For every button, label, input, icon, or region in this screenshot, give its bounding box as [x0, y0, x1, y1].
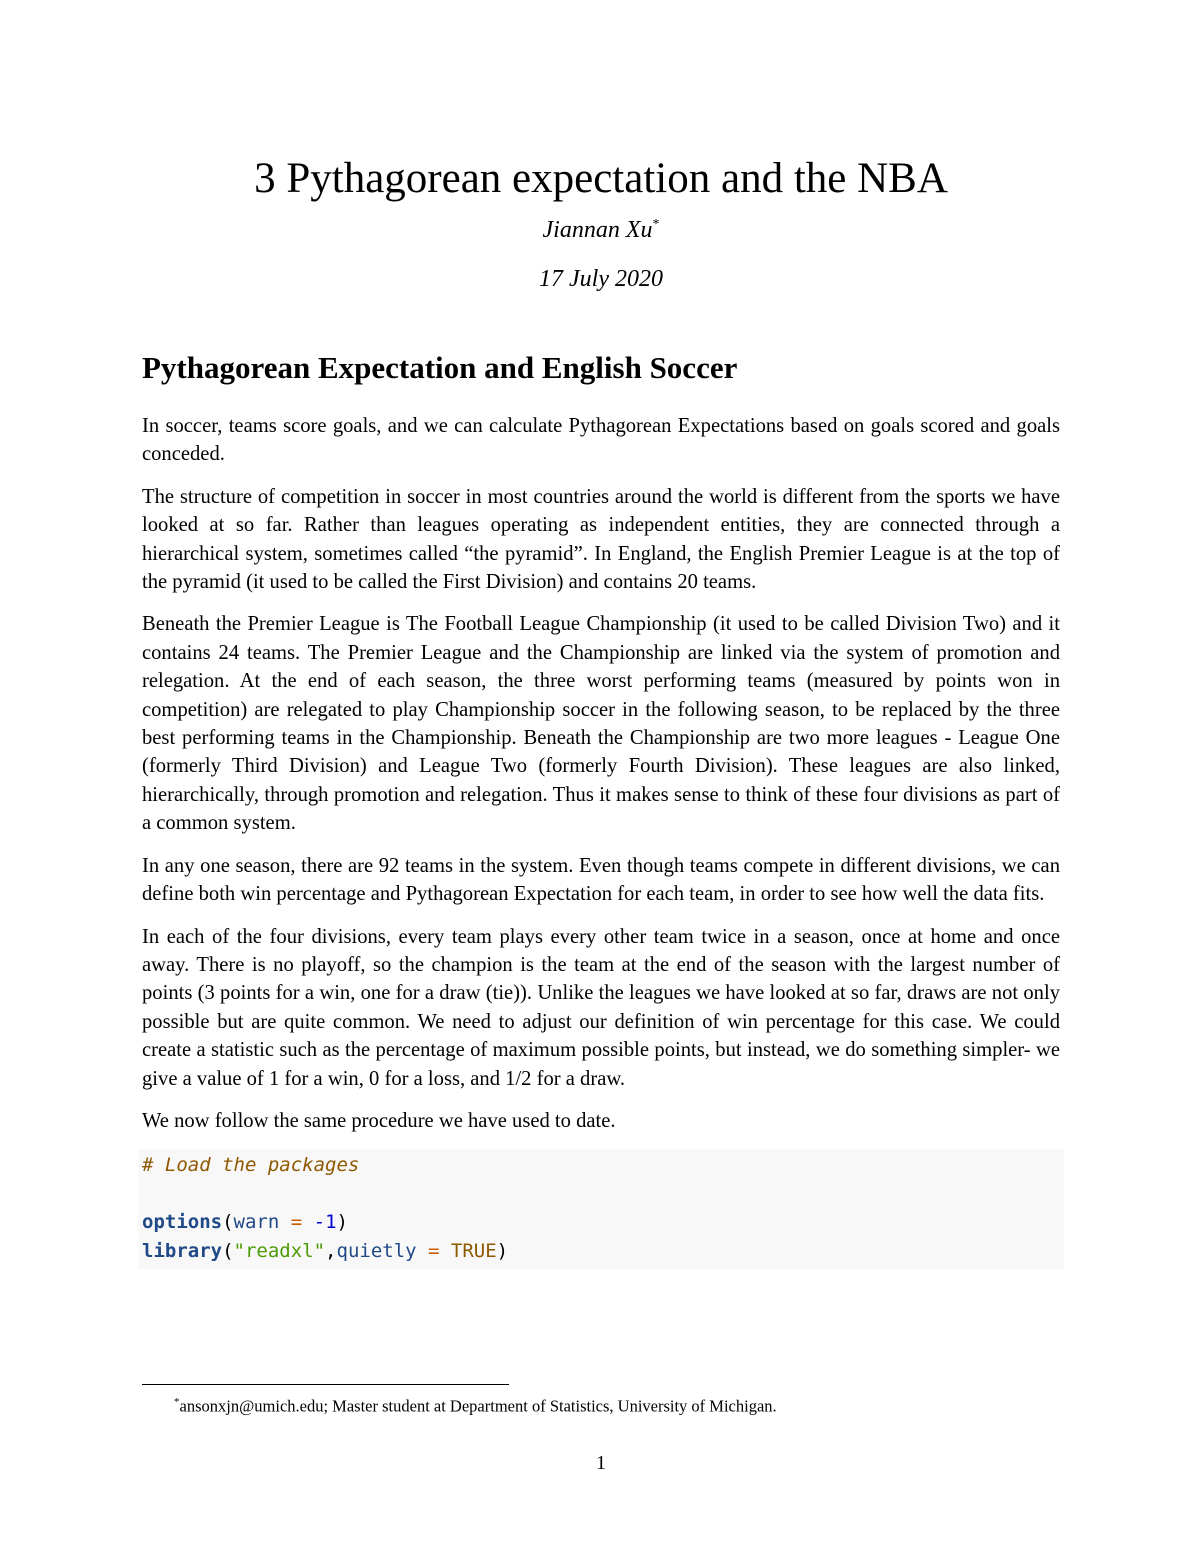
page-number: 1	[596, 1452, 606, 1474]
code-string: "readxl"	[233, 1239, 326, 1262]
footnote-rule	[142, 1384, 509, 1385]
code-comma: ,	[325, 1239, 337, 1262]
paper-page	[142, 0, 1060, 1553]
section-heading: Pythagorean Expectation and English Soccer	[142, 350, 738, 385]
footnote	[142, 1390, 1060, 1419]
author-line	[142, 217, 1060, 244]
paper-title: 3 Pythagorean expectation and the NBA	[254, 155, 948, 202]
code-paren: (	[222, 1239, 234, 1262]
author-footnote-mark: *	[652, 217, 660, 232]
paragraph-5: In each of the four divisions, every team plays every other team twice in a season, once at home and once away. There is no playoff, so the champion is the team at the end of the season with the largest number of points (3 points for a win, one for a draw (tie)). Unlike the leagues we have looked at so far, draws are not only possible but are quite common. We need to adjust our definition of win percentage for this case. We could create a statistic such as the percentage of maximum possible points, but instead, we do something simpler- we give a value of 1 for a win, 0 for a loss, and 1/2 for a draw.	[142, 925, 1060, 1090]
code-fn-library: library	[142, 1239, 223, 1262]
footnote-mark: *	[174, 1396, 180, 1408]
code-block	[138, 1149, 1064, 1269]
code-const: TRUE	[450, 1239, 497, 1262]
code-eq: =	[279, 1211, 314, 1234]
paragraph-1: In soccer, teams score goals, and we can calculate Pythagorean Expectations based on goals scored and goals conceded.	[142, 415, 1060, 466]
code-comment: # Load the packages	[142, 1154, 360, 1177]
code-arg-warn: warn	[233, 1211, 280, 1234]
code-num: -1	[313, 1211, 337, 1234]
code-arg-quietly: quietly	[336, 1239, 417, 1262]
paragraph-6: We now follow the same procedure we have used to date.	[142, 1109, 616, 1132]
code-eq: =	[416, 1239, 451, 1262]
code-paren: )	[496, 1239, 509, 1262]
code-fn-options: options	[142, 1211, 223, 1234]
body-text	[142, 412, 1060, 1269]
footnote-text: ansonxjn@umich.edu; Master student at Department of Statistics, University of Michigan.	[179, 1396, 777, 1416]
code-paren: (	[222, 1211, 234, 1234]
author-name: Jiannan Xu	[542, 217, 653, 243]
paragraph-4: In any one season, there are 92 teams in the system. Even though teams compete in different divisions, we can define both win percentage and Pythagorean Expectation for each team, in order to see how well the data fits.	[142, 854, 1060, 906]
paragraph-2: The structure of competition in soccer in most countries around the world is different from the sports we have looked at so far. Rather than leagues operating as independent entities, they are connected through a hierarchical system, sometimes called “the pyramid”. In England, the English Premier League is at the top of the pyramid (it used to be called the First Division) and contains 20 teams.	[142, 485, 1060, 594]
code-paren: )	[336, 1211, 348, 1234]
paper-date: 17 July 2020	[539, 266, 663, 292]
paragraph-3: Beneath the Premier League is The Football League Championship (it used to be called Division Two) and it contains 24 teams. The Premier League and the Championship are linked via the system of promotion and relegation. At the end of each season, the three worst performing teams (measured by points won in competition) are relegated to play Championship soccer in the following season, to be replaced by the three best performing teams in the Championship. Beneath the Championship are two more leagues - League One (formerly Third Division) and League Two (formerly Fourth Division). These leagues are also linked, hierarchically, through promotion and relegation. Thus it makes sense to think of these four divisions as part of a common system.	[142, 613, 1060, 835]
